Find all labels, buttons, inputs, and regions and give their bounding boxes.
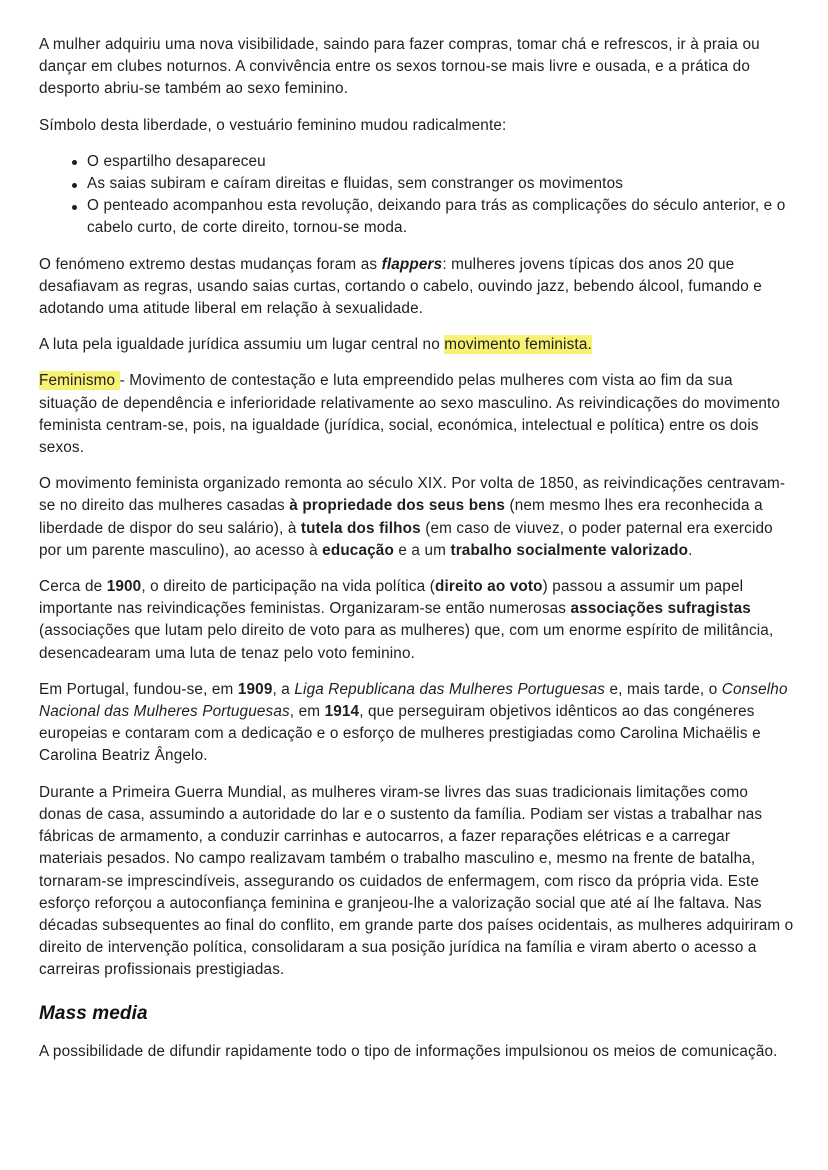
highlight-feminismo: Feminismo: [39, 372, 120, 390]
title-conselho-nacional: Conselho Nacional das Mulheres Portuguesas: [39, 680, 788, 721]
text-run: - Movimento de contestação e luta empreendido pelas mulheres com vista ao fim da sua situação de dependência e inferioridade relativamente ao sexo masculino. As reivindicações do movimento feminista centram-se, pois, na igualdade (jurídica, social, económica, intelectual e política) entre os dois sexos.: [39, 372, 781, 457]
text-run: Cerca de: [39, 578, 107, 596]
list-item: As saias subiram e caíram direitas e fluidas, sem constranger os movimentos: [72, 173, 794, 195]
emphasis-flappers: flappers: [381, 255, 443, 273]
emphasis-1900: 1900: [106, 578, 142, 596]
text-run: O movimento feminista organizado remonta ao século XIX. Por volta de 1850, as reivindicações centravam-se no direito das mulheres casadas: [39, 475, 786, 515]
emphasis-direito-ao-voto: direito ao voto: [434, 578, 543, 596]
emphasis-associacoes-sufragistas: associações sufragistas: [570, 600, 751, 618]
emphasis-1909: 1909: [237, 680, 273, 698]
text-run: (em caso de viuvez, o poder paternal era exercido por um parente masculino), ao acesso à: [39, 519, 773, 559]
emphasis-propriedade-bens: à propriedade dos seus bens: [289, 497, 506, 515]
text-run: ) passou a assumir um papel importante nas reivindicações feministas. Organizaram-se então numerosas: [39, 578, 744, 618]
emphasis-educacao: educação: [322, 541, 394, 559]
paragraph-seculo-xix: [39, 473, 794, 562]
text-run: , em: [289, 703, 325, 721]
text-run: A luta pela igualdade jurídica assumiu um lugar central no: [39, 336, 445, 354]
highlight-movimento-feminista: movimento feminista.: [444, 336, 592, 354]
list-item: O penteado acompanhou esta revolução, deixando para trás as complicações do século anterior, e o cabelo curto, de corte direito, tornou-se moda.: [72, 195, 794, 239]
text-run: Em Portugal, fundou-se, em: [39, 680, 238, 698]
emphasis-tutela-filhos: tutela dos filhos: [300, 519, 421, 537]
text-run: e a um: [393, 541, 451, 559]
heading-mass-media: Mass media: [39, 1002, 148, 1024]
paragraph-1900-sufragistas: [39, 576, 794, 665]
paragraph-visibilidade: A mulher adquiriu uma nova visibilidade, saindo para fazer compras, tomar chá e refrescos, ir à praia ou dançar em clubes noturnos. A convivência entre os sexos tornou-se mais livre e ousada, e a prática do desporto abriu-se também ao sexo feminino.: [39, 36, 760, 98]
text-run: e, mais tarde, o: [605, 680, 722, 698]
text-run: , que perseguiram objetivos idênticos ao das congéneres europeias e contaram com a dedicação e o esforço de mulheres prestigiadas como Carolina Michaëlis e Carolina Beatriz Ângelo.: [39, 703, 761, 765]
text-run: (associações que lutam pelo direito de voto para as mulheres) que, com um enorme espírito de militância, desencadearam uma luta de tenaz pelo voto feminino.: [39, 622, 774, 662]
paragraph-simbolo-liberdade: Símbolo desta liberdade, o vestuário feminino mudou radicalmente:: [39, 116, 507, 134]
list-item: O espartilho desapareceu: [72, 151, 794, 173]
text-run: (nem mesmo lhes era reconhecida a liberdade de dispor do seu salário), à: [39, 497, 763, 537]
emphasis-trabalho-valorizado: trabalho socialmente valorizado: [450, 541, 689, 559]
text-run: O fenómeno extremo destas mudanças foram as: [39, 255, 382, 273]
paragraph-igualdade-juridica: [39, 334, 794, 356]
paragraph-portugal: [39, 679, 794, 768]
list-vestuario: [39, 151, 794, 240]
emphasis-1914: 1914: [324, 703, 360, 721]
paragraph-primeira-guerra: Durante a Primeira Guerra Mundial, as mulheres viram-se livres das suas tradicionais limitações como donas de casa, assumindo a autoridade do lar e o sustento da família. Podiam ser vistas a trabalhar nas fábricas de armamento, a conduzir carrinhas e autocarros, a fazer reparações elétricas e a carregar materiais pesados. No campo realizavam também o trabalho masculino e, mesmo na frente de batalha, tornaram-se imprescindíveis, assegurando os cuidados de enfermagem, com risco da própria vida. Este esforço reforçou a autoconfiança feminina e granjeou-lhe a valorização social que até aí lhe faltava. Nas décadas subsequentes ao final do conflito, em grande parte dos países ocidentais, as mulheres adquiriram o direito de intervenção política, consolidaram a sua posição jurídica na família e viram aberto o acesso a carreiras profissionais prestigiadas.: [39, 783, 794, 979]
paragraph-mass-media: A possibilidade de difundir rapidamente todo o tipo de informações impulsionou os meios de comunicação.: [39, 1042, 778, 1060]
title-liga-republicana: Liga Republicana das Mulheres Portuguesas: [294, 680, 606, 698]
text-run: : mulheres jovens típicas dos anos 20 que desafiavam as regras, usando saias curtas, cortando o cabelo, ouvindo jazz, bebendo álcool, fumando e adotando uma atitude liberal em relação à sexualidade.: [39, 255, 762, 318]
text-run: , o direito de participação na vida política (: [141, 578, 435, 596]
paragraph-flappers: [39, 254, 794, 321]
text-run: , a: [272, 680, 295, 698]
paragraph-feminismo-definicao: [39, 370, 794, 459]
text-run: .: [688, 541, 693, 559]
document-body: [39, 34, 794, 1063]
